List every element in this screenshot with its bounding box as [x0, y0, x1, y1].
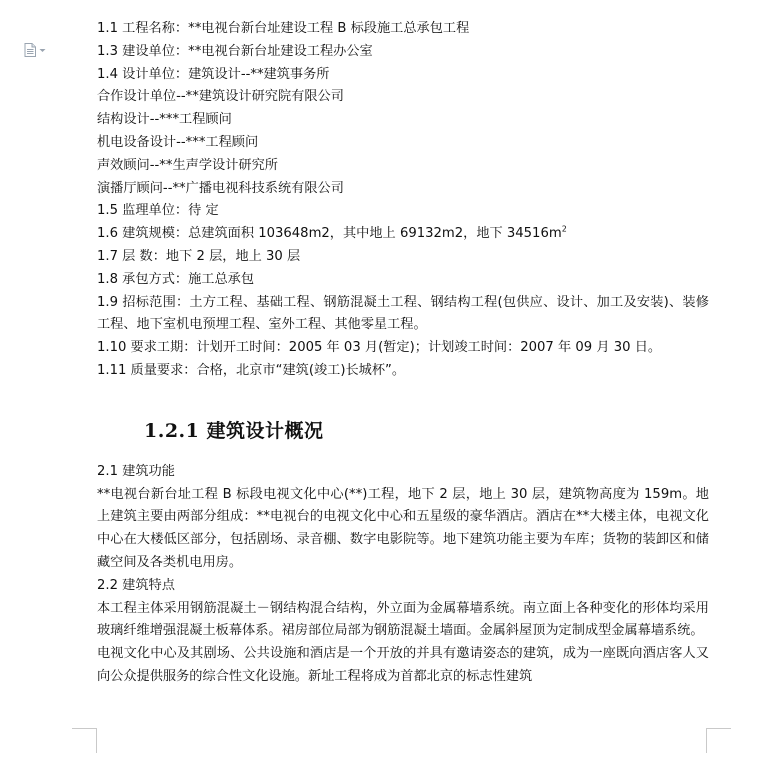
designer-line: 1.4 设计单位：建筑设计--**建筑事务所	[97, 66, 330, 82]
document-menu[interactable]	[24, 43, 46, 57]
document-page	[97, 18, 709, 689]
chevron-down-icon	[39, 48, 46, 53]
schedule-line: 1.10 要求工期：计划开工时间：2005 年 03 月(暂定)；计划竣工时间：2007 年 09 月 30 日。	[97, 340, 662, 356]
section-heading: 1.2.1 建筑设计概况	[144, 419, 324, 442]
page-corner-marker-right	[706, 728, 731, 753]
section-2-1-paragraph: **电视台新台址工程 B 标段电视文化中心(**)工程，地下 2 层，地上 30 层，建筑物高度为 159m。地上建筑主要由两部分组成：**电视台的电视文化中心和五星级的豪华酒店。酒店在**大楼主体，电视文化中心在大楼低区部分，包括剧场、录音棚、数字电影院等。地下建筑功能主要为车库；货物的装卸区和储藏空间及各类机电用房。	[97, 486, 709, 570]
acoustic-consultant-line: 声效顾问--**生声学设计研究所	[97, 157, 278, 173]
quality-line: 1.11 质量要求：合格，北京市“建筑(竣工)长城杯”。	[97, 362, 406, 378]
co-designer-line: 合作设计单位--**建筑设计研究院有限公司	[97, 89, 344, 105]
project-name-line: 1.1 工程名称：**电视台新台址建设工程 B 标段施工总承包工程	[97, 21, 470, 36]
bid-scope-paragraph: 1.9 招标范围：土方工程、基础工程、钢筋混凝土工程、钢结构工程(包供应、设计、加工及安装)、装修工程、地下室机电预埋工程、室外工程、其他零星工程。	[97, 294, 709, 333]
mep-design-line: 机电设备设计--***工程顾问	[97, 134, 259, 150]
floors-line: 1.7 层 数：地下 2 层，地上 30 层	[97, 248, 301, 264]
studio-consultant-line: 演播厅顾问--**广播电视科技系统有限公司	[97, 180, 344, 196]
building-area-line	[97, 223, 709, 246]
building-area-text: 1.6 建筑规模：总建筑面积 103648m2，其中地上 69132m2，地下 34516m	[97, 226, 562, 242]
section-2-1-title: 2.1 建筑功能	[97, 463, 175, 479]
document-icon	[24, 43, 36, 57]
page-corner-marker-left	[72, 728, 97, 753]
structural-design-line: 结构设计--***工程顾问	[97, 112, 232, 128]
final-paragraph: 电视文化中心及其剧场、公共设施和酒店是一个开放的并具有邀请姿态的建筑，成为一座既向酒店客人又向公众提供服务的综合性文化设施。新址工程将成为首都北京的标志性建筑	[97, 646, 709, 684]
contract-mode-line: 1.8 承包方式：施工总承包	[97, 271, 255, 287]
section-2-2-title: 2.2 建筑特点	[97, 577, 175, 593]
area-superscript: 2	[561, 224, 567, 234]
supervisor-line: 1.5 监理单位：待 定	[97, 203, 219, 219]
owner-line: 1.3 建设单位：**电视台新台址建设工程办公室	[97, 43, 373, 59]
section-2-2-paragraph: 本工程主体采用钢筋混凝土－钢结构混合结构，外立面为金属幕墙系统。南立面上各种变化的形体均采用玻璃纤维增强混凝土板幕体系。裙房部位局部为钢筋混凝土墙面。金属斜屋顶为定制成型金属幕墙系统。	[97, 600, 709, 639]
